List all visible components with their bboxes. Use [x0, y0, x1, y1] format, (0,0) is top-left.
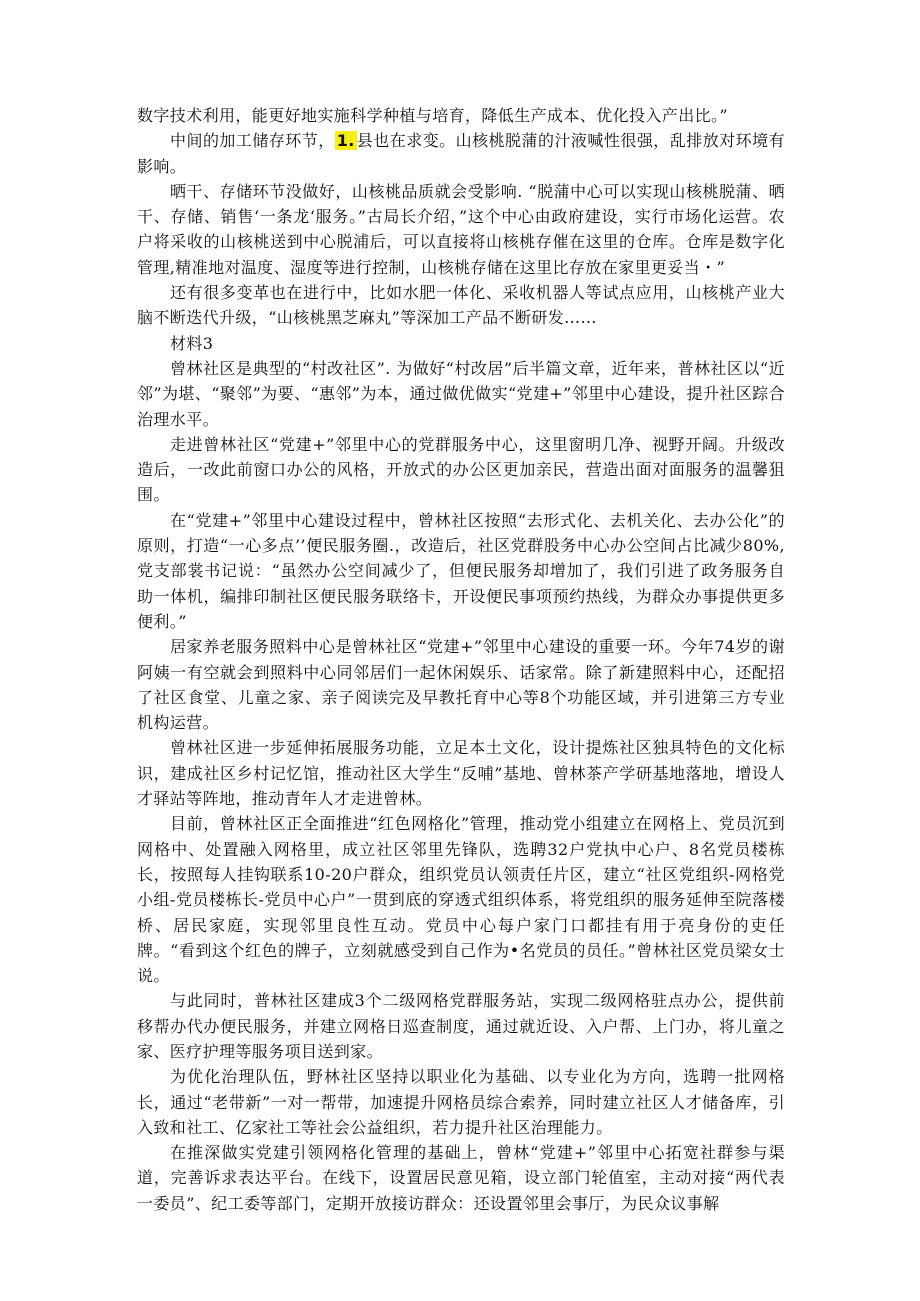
- paragraph-9: 居家养老服务照料中心是曾林社区“党建+”邻里中心建设的重要一环。今年74岁的谢阿姨一有空就会到照料中心同邻居们一起休闲娱乐、话家常。除了新建照料中心，还配招了社区食堂、儿童之家、亲子阅读完及早教托育中心等8个功能区域，并引进第三方专业机构运营。: [137, 637, 785, 733]
- paragraph-14: 在推深做实党建引领网格化管理的基础上，曾林“党建+”邻里中心拓宽社群参与渠道，完善诉求表达平台。在线下，设置居民意见箱，设立部门轮值室，主动对接“两代表一委员”、纪工委等部门，定期开放接访群众：还设置邻里会事厅，为民众议事解: [137, 1143, 785, 1213]
- section-heading: 材料3: [170, 333, 214, 353]
- paragraph-12: 与此同时，普林社区建成3个二级网格党群服务站，实现二级网格驻点办公，提供前移帮办代办便民服务，并建立网格日巡查制度，通过就近设、入户帮、上门办，将儿童之家、医疗护理等服务项目送到家。: [137, 991, 785, 1061]
- paragraph-13: 为优化治理队伍，野林社区坚持以职业化为基础、以专业化为方向，选聘一批网格长，通过“老带新”一对一帮带，加速提升网格员综合索养，同时建立社区人才储备库，引入致和社工、亿家社工等社会公益组织，若力提升社区治理能力。: [137, 1067, 785, 1137]
- document-body: [137, 103, 785, 1216]
- paragraph-3: 晒干、存储环节没做好，山核桃品质就会受影响. “脱蒲中心可以实现山核桃脱蒲、晒干、存储、销售‘一条龙‘服务。”古局长介绍，”这个中心由政府建设，实行市场化运营。农户将采收的山核桃送到中心脱浦后，可以直接将山核桃存催在这里的仓库。仓库是数字化管理,精准地对温度、湿度等进行控制，山核桃存储在这里比存放在家里更妥当・”: [137, 181, 785, 277]
- paragraph-1: 数字技术利用，能更好地实施科学种植与培育，降低生产成本、优化投入产出比。”: [137, 106, 728, 125]
- highlighted-marker: 1.: [336, 131, 355, 151]
- paragraph-7: 走进曾林社区“党建+”邻里中心的党群服务中心，这里窗明几净、视野开阔。升级改造后，一改此前窗口办公的风格，开放式的办公区更加亲民，营造出面对面服务的温馨狙围。: [137, 434, 785, 505]
- paragraph-6: 曾林社区是典型的“村改社区”. 为做好“村改居”后半篇文章，近年来，普林社区以“近邻”为堪、“聚邻”为要、“惠邻”为本，通过做优做实“党建+”邻里中心建设，提升社区踪合治理水平。: [137, 358, 785, 429]
- paragraph-10: 曾林社区进一步延伸拓展服务功能，立足本土文化，设计提炼社区独具特色的文化标识，建成社区乡村记忆馆，推动社区大学生“反哺”基地、曾林茶产学研基地落地，增设人才驿站等阵地，推动青年人才走进曾林。: [137, 738, 785, 809]
- paragraph-4: 还有很多变革也在进行中，比如水肥一体化、采收机器人等试点应用，山核桃产业大脑不断迭代升级，“山核桃黑芝麻丸”等深加工产品不断研发……: [137, 283, 785, 328]
- paragraph-8: 在“党建+”邻里中心建设过程中，曾林社区按照“去形式化、去机关化、去办公化”的原则，打造“一心多点’’便民服务圈.，改造后，社区党群股务中心办公空间占比减少80%, 党支部裳书记说：“虽然办公空间减少了，但便民服务却增加了，我们引进了政务服务自助一体机，编排印制社区便民服务联络卡，开设便民事项预约热线，为群众办事提供更多便利。”: [137, 510, 785, 631]
- paragraph-2-rest: 县也在求变。山核桃脱蒲的汁液喊性很强，乱排放对环境有影响。: [137, 131, 785, 176]
- paragraph-2: [137, 128, 785, 179]
- paragraph-11: 目前，曾林社区正全面推进“红色网格化”管理，推动党小组建立在网格上、党员沉到网格中、处置融入网格里，成立社区邻里先锋队，选聘32户党执中心户、8名党员楼栋长，按照每人挂钩联系10-20户群众，组织党员认领责任片区，建立“社区党组织-网格党小组-党员楼栋长-党员中心户”一贯到底的穿透式组织体系，将党组织的服务延伸至院落楼桥、居民家庭，实现邻里良性互动。党员中心每户家门口都挂有用于亮身份的吏任牌。“看到这个红色的牌子，立刻就感受到自己作为•名党员的员任。”曾林社区党员梁女士说。: [137, 814, 785, 986]
- paragraph-2-start: 中间的加工储存环节，: [170, 131, 335, 151]
